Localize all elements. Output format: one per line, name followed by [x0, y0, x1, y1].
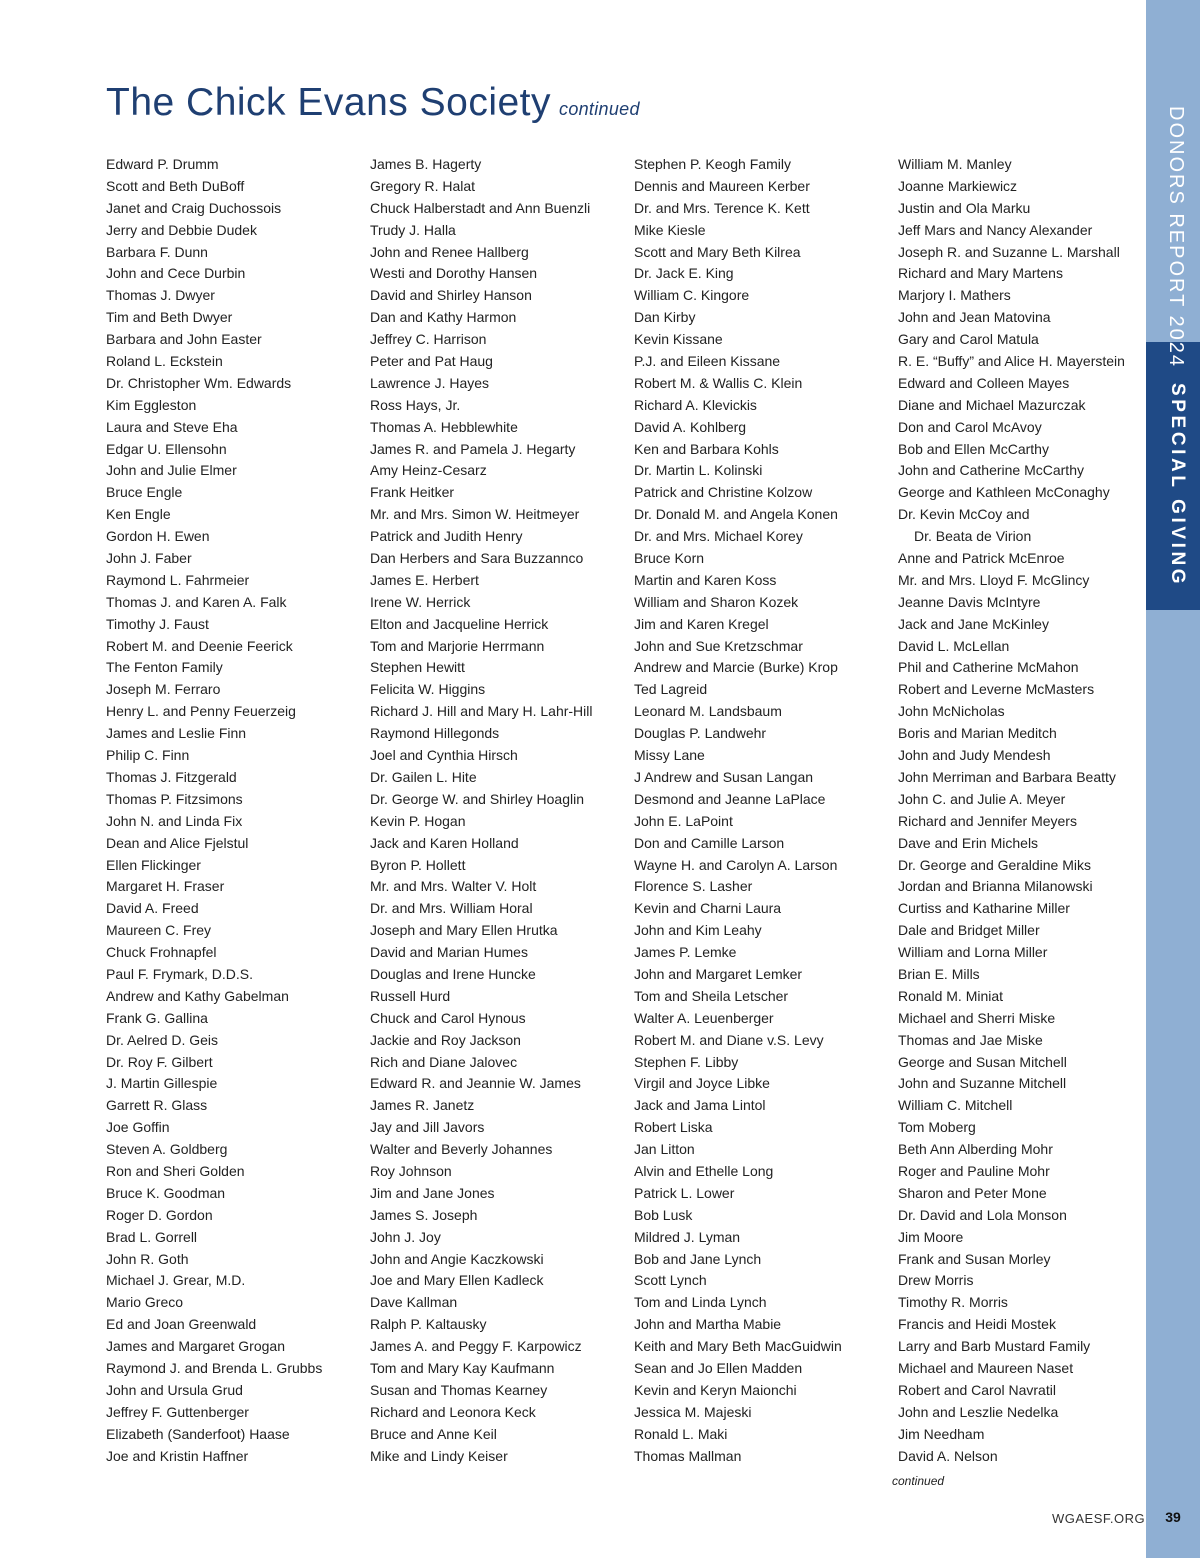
- donor-name: Dr. Aelred D. Geis: [106, 1031, 219, 1048]
- donor-name: Dr. Donald M. and Angela Konen: [634, 506, 838, 523]
- donor-name: Bruce and Anne Keil: [370, 1425, 497, 1442]
- donor-name: Ellen Flickinger: [106, 856, 201, 873]
- donor-name: Lawrence J. Hayes: [370, 374, 490, 391]
- donor-name: Dan Herbers and Sara Buzzannco: [370, 550, 584, 567]
- donor-name: Robert M. & Wallis C. Klein: [634, 374, 803, 391]
- donor-name: David A. Nelson: [898, 1447, 998, 1464]
- donor-name: Walter and Beverly Johannes: [370, 1141, 553, 1158]
- donor-name: Robert M. and Deenie Feerick: [106, 637, 293, 654]
- donor-name: Dennis and Maureen Kerber: [634, 177, 810, 194]
- donor-name: Joe and Kristin Haffner: [106, 1447, 249, 1464]
- donor-name: Richard and Mary Martens: [898, 265, 1063, 282]
- donor-name: David and Marian Humes: [370, 944, 528, 961]
- donor-name: Ross Hays, Jr.: [370, 396, 461, 413]
- donor-name: Don and Camille Larson: [634, 834, 785, 851]
- donor-name: Sean and Jo Ellen Madden: [634, 1359, 803, 1376]
- donor-name: Robert M. and Diane v.S. Levy: [634, 1031, 824, 1048]
- donor-name: David L. McLellan: [898, 637, 1010, 654]
- donor-name: James R. Janetz: [370, 1097, 475, 1114]
- donor-name: Gordon H. Ewen: [106, 528, 210, 545]
- donor-name: Susan and Thomas Kearney: [370, 1381, 548, 1398]
- donor-name: William C. Kingore: [634, 287, 750, 304]
- donor-name: Ed and Joan Greenwald: [106, 1316, 257, 1333]
- donor-name: Dan and Kathy Harmon: [370, 309, 517, 326]
- donor-name: Jim and Karen Kregel: [634, 615, 769, 632]
- donor-name: Stephen F. Libby: [634, 1053, 739, 1070]
- donor-name: Phil and Catherine McMahon: [898, 659, 1079, 676]
- donor-name: Ralph P. Kaltausky: [370, 1316, 487, 1333]
- donor-column-4: [898, 154, 1125, 1467]
- donor-name: Timothy J. Faust: [106, 615, 209, 632]
- donor-name: Stephen Hewitt: [370, 659, 465, 676]
- donor-name: Roger and Pauline Mohr: [898, 1162, 1050, 1179]
- donor-name: J Andrew and Susan Langan: [634, 768, 814, 785]
- donor-name: Frank and Susan Morley: [898, 1250, 1051, 1267]
- donor-name: Laura and Steve Eha: [106, 418, 238, 435]
- donor-name: Roy Johnson: [370, 1162, 452, 1179]
- donor-name: Thomas J. and Karen A. Falk: [106, 593, 287, 610]
- donor-name: Byron P. Hollett: [370, 856, 466, 873]
- donor-name: Frank G. Gallina: [106, 1009, 208, 1026]
- donor-name: John and Martha Mabie: [634, 1316, 782, 1333]
- donor-name: Mike Kiesle: [634, 221, 706, 238]
- donor-name: Raymond J. and Brenda L. Grubbs: [106, 1359, 323, 1376]
- donor-name: Florence S. Lasher: [634, 878, 753, 895]
- donor-name: James A. and Peggy F. Karpowicz: [370, 1338, 582, 1355]
- donor-name: Dr. Martin L. Kolinski: [634, 462, 763, 479]
- donor-name: John and Julie Elmer: [106, 462, 237, 479]
- donor-name: Edward R. and Jeannie W. James: [370, 1075, 581, 1092]
- donor-name: Chuck Halberstadt and Ann Buenzli: [370, 199, 591, 216]
- donor-name: Joe and Mary Ellen Kadleck: [370, 1272, 544, 1289]
- donor-name: Gregory R. Halat: [370, 177, 476, 194]
- donor-name: Andrew and Marcie (Burke) Krop: [634, 659, 838, 676]
- donor-name: John R. Goth: [106, 1250, 189, 1267]
- donor-name: Dr. and Mrs. William Horal: [370, 900, 533, 917]
- donor-name: Edward P. Drumm: [106, 156, 219, 172]
- donor-name: Joanne Markiewicz: [898, 177, 1018, 194]
- donor-name: Tim and Beth Dwyer: [106, 309, 233, 326]
- donor-column-3: [634, 154, 842, 1467]
- donor-name: Kevin Kissane: [634, 331, 723, 348]
- donor-name: Wayne H. and Carolyn A. Larson: [634, 856, 838, 873]
- donor-name: Thomas A. Hebblewhite: [370, 418, 518, 435]
- donor-name: William C. Mitchell: [898, 1097, 1013, 1114]
- donor-name: John and Cece Durbin: [106, 265, 246, 282]
- donor-name: John and Leszlie Nedelka: [898, 1403, 1059, 1420]
- donor-name: Ken and Barbara Kohls: [634, 440, 779, 457]
- donor-name: Rich and Diane Jalovec: [370, 1053, 518, 1070]
- donor-name: Felicita W. Higgins: [370, 681, 486, 698]
- donor-name: Douglas and Irene Huncke: [370, 965, 536, 982]
- donor-name: Dr. and Mrs. Michael Korey: [634, 528, 803, 545]
- donor-name: Thomas J. Fitzgerald: [106, 768, 237, 785]
- donor-name: Patrick and Christine Kolzow: [634, 484, 813, 501]
- donor-name: Mr. and Mrs. Lloyd F. McGlincy: [898, 571, 1090, 588]
- donor-name: Jeanne Davis McIntyre: [898, 593, 1041, 610]
- continued-note: continued: [892, 1474, 945, 1488]
- donor-name: Jack and Jama Lintol: [634, 1097, 766, 1114]
- donor-name: John Merriman and Barbara Beatty: [898, 768, 1116, 785]
- donor-name: Raymond L. Fahrmeier: [106, 571, 250, 588]
- donor-name: Thomas Mallman: [634, 1447, 742, 1464]
- donor-name: Dr. Beata de Virion: [914, 528, 1032, 545]
- donor-name: Jeffrey F. Guttenberger: [106, 1403, 249, 1420]
- donor-name: Robert and Leverne McMasters: [898, 681, 1095, 698]
- donor-name: Elton and Jacqueline Herrick: [370, 615, 549, 632]
- donor-name: William M. Manley: [898, 156, 1012, 172]
- donor-name: Scott and Beth DuBoff: [106, 177, 245, 194]
- donor-name: Jack and Jane McKinley: [898, 615, 1049, 632]
- donor-name: Jeff Mars and Nancy Alexander: [898, 221, 1093, 238]
- donor-name: Bruce Korn: [634, 550, 705, 567]
- donor-name: Kevin and Keryn Maionchi: [634, 1381, 797, 1398]
- donor-name: Jan Litton: [634, 1141, 695, 1158]
- donor-name: Roland L. Eckstein: [106, 353, 223, 370]
- donor-name: David A. Freed: [106, 900, 199, 917]
- donor-name: Margaret H. Fraser: [106, 878, 225, 895]
- donor-name: Stephen P. Keogh Family: [634, 156, 791, 172]
- donor-name: Jay and Jill Javors: [370, 1119, 485, 1136]
- donor-name: Mario Greco: [106, 1294, 184, 1311]
- donor-name: James R. and Pamela J. Hegarty: [370, 440, 576, 457]
- donor-name: Barbara and John Easter: [106, 331, 262, 348]
- donor-name: Jeffrey C. Harrison: [370, 331, 487, 348]
- donor-name: Chuck Frohnapfel: [106, 944, 217, 961]
- donor-name: William and Sharon Kozek: [634, 593, 799, 610]
- donor-name: John and Ursula Grud: [106, 1381, 243, 1398]
- donor-name: Patrick L. Lower: [634, 1184, 735, 1201]
- donor-name: Tom Moberg: [898, 1119, 976, 1136]
- donor-name: Raymond Hillegonds: [370, 725, 500, 742]
- donor-name: Scott and Mary Beth Kilrea: [634, 243, 801, 260]
- donor-name: Ron and Sheri Golden: [106, 1162, 245, 1179]
- donor-name: Dave and Erin Michels: [898, 834, 1039, 851]
- donor-name: Joseph and Mary Ellen Hrutka: [370, 922, 558, 939]
- donor-name: Timothy R. Morris: [898, 1294, 1008, 1311]
- donor-name: Michael and Sherri Miske: [898, 1009, 1056, 1026]
- donor-name: James S. Joseph: [370, 1206, 478, 1223]
- donor-name: John N. and Linda Fix: [106, 812, 243, 829]
- donor-name: Desmond and Jeanne LaPlace: [634, 790, 826, 807]
- donor-name: Andrew and Kathy Gabelman: [106, 987, 289, 1004]
- donor-name: Kim Eggleston: [106, 396, 197, 413]
- donor-name: Walter A. Leuenberger: [634, 1009, 774, 1026]
- sidebar-section-label: SPECIAL GIVING: [1167, 383, 1188, 588]
- donor-name: Chuck and Carol Hynous: [370, 1009, 526, 1026]
- donor-name: Edgar U. Ellensohn: [106, 440, 227, 457]
- donor-name: Tom and Sheila Letscher: [634, 987, 789, 1004]
- donor-name: John and Catherine McCarthy: [898, 462, 1084, 479]
- donor-name: Brad L. Gorrell: [106, 1228, 198, 1245]
- donor-name: John and Suzanne Mitchell: [898, 1075, 1067, 1092]
- donor-name: Missy Lane: [634, 747, 705, 764]
- donor-name: Dr. and Mrs. Terence K. Kett: [634, 199, 810, 216]
- donor-name: Russell Hurd: [370, 987, 451, 1004]
- donor-name: Barbara F. Dunn: [106, 243, 208, 260]
- donor-name: Richard A. Klevickis: [634, 396, 757, 413]
- donor-name: Diane and Michael Mazurczak: [898, 396, 1086, 413]
- donor-name: Michael J. Grear, M.D.: [106, 1272, 246, 1289]
- donor-name: John and Renee Hallberg: [370, 243, 529, 260]
- donor-name: R. E. “Buffy” and Alice H. Mayerstein: [898, 353, 1125, 370]
- donor-name: Joseph R. and Suzanne L. Marshall: [898, 243, 1120, 260]
- page-title-continued: continued: [559, 99, 640, 119]
- donor-name: Scott Lynch: [634, 1272, 707, 1289]
- donor-name: Trudy J. Halla: [370, 221, 456, 238]
- donor-name: Ted Lagreid: [634, 681, 708, 698]
- donor-name: Philip C. Finn: [106, 747, 190, 764]
- donor-name: James P. Lemke: [634, 944, 737, 961]
- donor-name: Bob and Jane Lynch: [634, 1250, 762, 1267]
- donor-name: John C. and Julie A. Meyer: [898, 790, 1066, 807]
- donor-name: Edward and Colleen Mayes: [898, 374, 1070, 391]
- donor-name: Ken Engle: [106, 506, 171, 523]
- donor-name: Dr. Roy F. Gilbert: [106, 1053, 213, 1070]
- donor-name: Thomas and Jae Miske: [898, 1031, 1043, 1048]
- donor-name: Keith and Mary Beth MacGuidwin: [634, 1338, 842, 1355]
- donor-name: Jordan and Brianna Milanowski: [898, 878, 1093, 895]
- donor-name: Douglas P. Landwehr: [634, 725, 767, 742]
- donor-name: Tom and Marjorie Herrmann: [370, 637, 545, 654]
- donor-name: Bruce Engle: [106, 484, 183, 501]
- donor-name: Virgil and Joyce Libke: [634, 1075, 770, 1092]
- donor-name: Maureen C. Frey: [106, 922, 212, 939]
- donor-name: John and Jean Matovina: [898, 309, 1051, 326]
- donor-name: Amy Heinz-Cesarz: [370, 462, 487, 479]
- donor-name: Thomas J. Dwyer: [106, 287, 215, 304]
- donor-name: Frank Heitker: [370, 484, 455, 501]
- donor-name: Dave Kallman: [370, 1294, 458, 1311]
- donor-name: John E. LaPoint: [634, 812, 733, 829]
- donor-name: David and Shirley Hanson: [370, 287, 532, 304]
- donor-name: Drew Morris: [898, 1272, 974, 1289]
- donor-name: Gary and Carol Matula: [898, 331, 1039, 348]
- donor-name: Tom and Linda Lynch: [634, 1294, 767, 1311]
- donor-name: Sharon and Peter Mone: [898, 1184, 1047, 1201]
- donor-name: John McNicholas: [898, 703, 1005, 720]
- donor-name: Richard and Leonora Keck: [370, 1403, 536, 1420]
- donor-name: J. Martin Gillespie: [106, 1075, 218, 1092]
- donor-name: Jessica M. Majeski: [634, 1403, 752, 1420]
- donor-name: Dr. George and Geraldine Miks: [898, 856, 1091, 873]
- donor-name: Don and Carol McAvoy: [898, 418, 1042, 435]
- donor-name: John J. Joy: [370, 1228, 441, 1245]
- donor-name: Brian E. Mills: [898, 965, 980, 982]
- donor-column-1: [106, 154, 322, 1467]
- donor-name: Ronald M. Miniat: [898, 987, 1004, 1004]
- donor-name: Dr. Gailen L. Hite: [370, 768, 477, 785]
- donor-name: Robert and Carol Navratil: [898, 1381, 1056, 1398]
- donor-name: Ronald L. Maki: [634, 1425, 728, 1442]
- donor-name: John and Angie Kaczkowski: [370, 1250, 544, 1267]
- donor-name: George and Susan Mitchell: [898, 1053, 1067, 1070]
- donor-name: Jackie and Roy Jackson: [370, 1031, 521, 1048]
- donor-name: Mildred J. Lyman: [634, 1228, 741, 1245]
- donor-name: Mr. and Mrs. Walter V. Holt: [370, 878, 537, 895]
- donor-name: Robert Liska: [634, 1119, 713, 1136]
- donor-name: Leonard M. Landsbaum: [634, 703, 782, 720]
- donor-name: Joseph M. Ferraro: [106, 681, 221, 698]
- page-number: 39: [1165, 1509, 1181, 1525]
- donor-name: Kevin and Charni Laura: [634, 900, 782, 917]
- donor-name: Dean and Alice Fjelstul: [106, 834, 249, 851]
- donor-name: Irene W. Herrick: [370, 593, 471, 610]
- donor-name: Steven A. Goldberg: [106, 1141, 228, 1158]
- donor-name: Justin and Ola Marku: [898, 199, 1031, 216]
- donor-name: Alvin and Ethelle Long: [634, 1162, 774, 1179]
- donor-name: Boris and Marian Meditch: [898, 725, 1057, 742]
- donor-name: Jim and Jane Jones: [370, 1184, 495, 1201]
- sidebar-report-label: DONORS REPORT 2024: [1165, 106, 1187, 369]
- donor-name: Jerry and Debbie Dudek: [106, 221, 257, 238]
- donor-name: Dr. George W. and Shirley Hoaglin: [370, 790, 584, 807]
- donor-name: Tom and Mary Kay Kaufmann: [370, 1359, 555, 1376]
- donor-name: John and Judy Mendesh: [898, 747, 1051, 764]
- donor-name: George and Kathleen McConaghy: [898, 484, 1110, 501]
- donor-name: Anne and Patrick McEnroe: [898, 550, 1065, 567]
- donor-name: Michael and Maureen Naset: [898, 1359, 1074, 1376]
- donor-name: Paul F. Frymark, D.D.S.: [106, 965, 254, 982]
- donor-name: Dr. Kevin McCoy and: [898, 506, 1030, 523]
- donor-name: Jack and Karen Holland: [370, 834, 519, 851]
- donor-name: Dr. Jack E. King: [634, 265, 734, 282]
- donor-name: Joe Goffin: [106, 1119, 170, 1136]
- donor-name: The Fenton Family: [106, 659, 223, 676]
- donor-name: Mike and Lindy Keiser: [370, 1447, 508, 1464]
- donor-name: Joel and Cynthia Hirsch: [370, 747, 518, 764]
- page-title: [106, 80, 640, 132]
- donor-name: Patrick and Judith Henry: [370, 528, 523, 545]
- donor-name: James B. Hagerty: [370, 156, 482, 172]
- donor-name: Richard J. Hill and Mary H. Lahr-Hill: [370, 703, 593, 720]
- donor-name: James and Leslie Finn: [106, 725, 247, 742]
- donor-name: John and Margaret Lemker: [634, 965, 803, 982]
- donor-name: James and Margaret Grogan: [106, 1338, 285, 1355]
- donor-name: Curtiss and Katharine Miller: [898, 900, 1070, 917]
- donor-name: James E. Herbert: [370, 571, 479, 588]
- donor-name: Thomas P. Fitzsimons: [106, 790, 243, 807]
- donor-name: William and Lorna Miller: [898, 944, 1048, 961]
- donor-name: Richard and Jennifer Meyers: [898, 812, 1077, 829]
- donor-name: Mr. and Mrs. Simon W. Heitmeyer: [370, 506, 580, 523]
- website-link[interactable]: WGAESF.ORG: [1052, 1511, 1146, 1526]
- donor-name: Francis and Heidi Mostek: [898, 1316, 1056, 1333]
- donor-name: Peter and Pat Haug: [370, 353, 493, 370]
- donor-name: Larry and Barb Mustard Family: [898, 1338, 1091, 1355]
- donor-name: Jim Needham: [898, 1425, 985, 1442]
- donor-name: Beth Ann Alberding Mohr: [898, 1141, 1053, 1158]
- donor-name: Bruce K. Goodman: [106, 1184, 226, 1201]
- donor-name: David A. Kohlberg: [634, 418, 747, 435]
- donor-name: Dan Kirby: [634, 309, 696, 326]
- donor-name: Henry L. and Penny Feuerzeig: [106, 703, 296, 720]
- donor-name: Martin and Karen Koss: [634, 571, 777, 588]
- donor-column-2: [370, 154, 593, 1467]
- donor-name: Bob and Ellen McCarthy: [898, 440, 1049, 457]
- donor-name: Kevin P. Hogan: [370, 812, 466, 829]
- donor-name: Dr. Christopher Wm. Edwards: [106, 374, 292, 391]
- donor-name: Dr. David and Lola Monson: [898, 1206, 1067, 1223]
- donor-name: Bob Lusk: [634, 1206, 693, 1223]
- donor-name: Garrett R. Glass: [106, 1097, 208, 1114]
- donor-name: P.J. and Eileen Kissane: [634, 353, 781, 370]
- donor-name: John and Sue Kretzschmar: [634, 637, 803, 654]
- donor-name: Elizabeth (Sanderfoot) Haase: [106, 1425, 290, 1442]
- donor-name: Jim Moore: [898, 1228, 964, 1245]
- donor-name: Roger D. Gordon: [106, 1206, 213, 1223]
- donor-name: Westi and Dorothy Hansen: [370, 265, 538, 282]
- donor-name: Janet and Craig Duchossois: [106, 199, 282, 216]
- donor-name: Marjory I. Mathers: [898, 287, 1011, 304]
- donor-name: John J. Faber: [106, 550, 192, 567]
- donor-name: John and Kim Leahy: [634, 922, 762, 939]
- donor-name: Dale and Bridget Miller: [898, 922, 1040, 939]
- page-title-text: The Chick Evans Society: [106, 81, 552, 124]
